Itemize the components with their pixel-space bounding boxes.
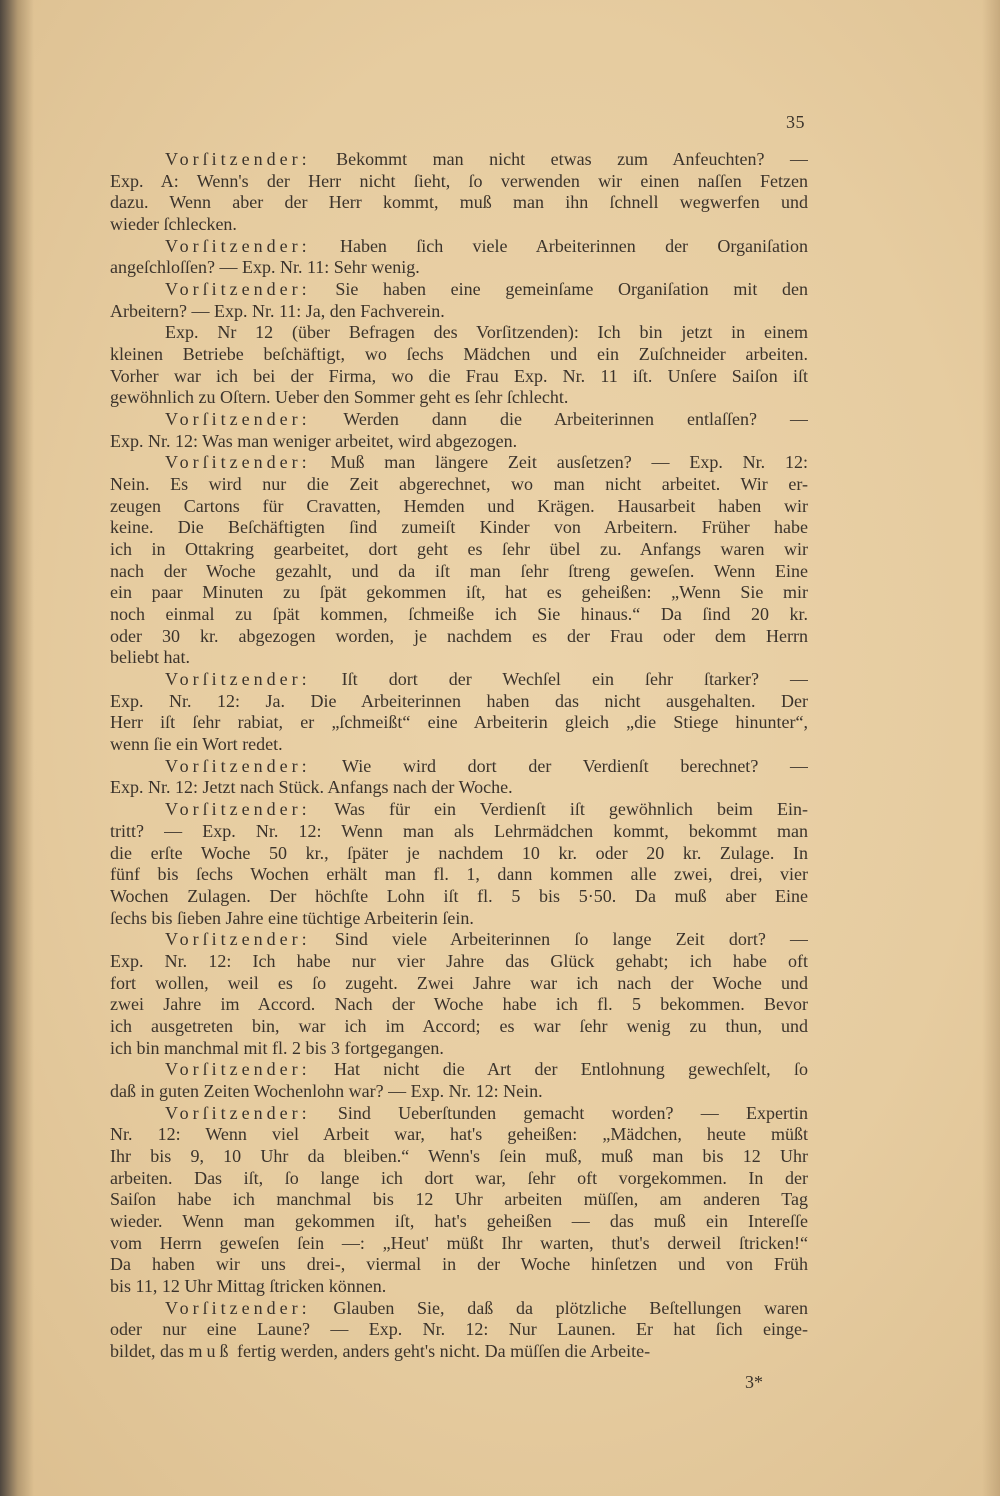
text-line [110, 647, 808, 669]
line-text: kleinen Betriebe beſchäftigt, wo ſechs Mädchen und ein Zuſchneider arbeiten. [110, 344, 808, 365]
paragraph [110, 929, 808, 1059]
text-line [110, 799, 808, 821]
paragraph [110, 149, 808, 236]
line-text: die erſte Woche 50 kr., ſpäter je nachdem 10 kr. oder 20 kr. Zulage. In [110, 842, 808, 863]
paragraph [110, 669, 808, 756]
paragraph [110, 799, 808, 929]
line-text: daß in guten Zeiten Wochenlohn war? — Exp. Nr. 12: Nein. [110, 1080, 543, 1101]
text-line [110, 387, 808, 409]
text-line [110, 994, 808, 1016]
text-line [110, 777, 808, 799]
text-line [110, 214, 808, 236]
page-outer-edge [982, 0, 1000, 1496]
text-line [110, 257, 808, 279]
text-line [110, 582, 808, 604]
line-text: Nr. 12: Wenn viel Arbeit war, hat's geheißen: „Mädchen, heute müßt [110, 1124, 808, 1145]
text-line [110, 1189, 808, 1211]
text-line [110, 344, 808, 366]
line-text: Glauben Sie, daß da plötzliche Beſtellungen waren [333, 1297, 808, 1318]
line-text: Werden dann die Arbeiterinnen entlaſſen? — [343, 409, 808, 430]
line-text: bildet, das [110, 1340, 189, 1361]
text-line [110, 236, 808, 258]
paragraph [110, 409, 808, 452]
paragraph [110, 236, 808, 279]
line-text: Was für ein Verdienſt iſt gewöhnlich beim Ein- [334, 799, 808, 820]
text-line [110, 691, 808, 713]
line-text: bis 11, 12 Uhr Mittag ſtricken können. [110, 1275, 387, 1296]
text-line [110, 734, 808, 756]
paragraph [110, 452, 808, 669]
speaker-label: Vorſitzender: [165, 149, 311, 169]
line-text: nach der Woche gezahlt, und da iſt man ſehr ſtreng geweſen. Wenn Eine [110, 560, 808, 581]
text-line [110, 1103, 808, 1125]
line-text: noch einmal zu ſpät kommen, ſchmeiße ich Sie hinaus.“ Da ſind 20 kr. [110, 604, 808, 625]
line-text: Ihr bis 9, 10 Uhr da bleiben.“ Wenn's ſein muß, muß man bis 12 Uhr [110, 1145, 808, 1166]
line-text: wieder ſchlecken. [110, 214, 237, 235]
paragraph [110, 322, 808, 409]
text-line [110, 908, 808, 930]
text-line [110, 1038, 808, 1060]
text-line [110, 149, 808, 171]
line-text: Wochen Zulagen. Der höchſte Lohn iſt fl. 5 bis 5·50. Da muß aber Eine [110, 885, 808, 906]
line-text: Nein. Es wird nur die Zeit abgerechnet, wo man nicht arbeitet. Wir er- [110, 474, 808, 495]
speaker-label: Vorſitzender: [165, 1102, 311, 1123]
line-text: Sind Ueberſtunden gemacht worden? — Expertin [337, 1102, 808, 1123]
line-text: oder 30 kr. abgezogen worden, je nachdem es der Frau oder dem Herrn [110, 625, 808, 646]
paragraph [110, 1059, 808, 1102]
line-text: Arbeitern? — Exp. Nr. 11: Ja, den Fachverein. [110, 300, 445, 321]
paragraph [110, 1103, 808, 1298]
text-line [110, 366, 808, 388]
line-text: tritt? — Exp. Nr. 12: Wenn man als Lehrmädchen kommt, bekommt man [110, 820, 808, 841]
text-line [110, 1081, 808, 1103]
text-line [110, 756, 808, 778]
text-line [110, 322, 808, 344]
line-text: vom Herrn geweſen ſein —: „Heut' müßt Ihr warten, thut's derweil ſtricken!“ [110, 1232, 808, 1253]
text-line [110, 843, 808, 865]
speaker-label: Vorſitzender: [165, 929, 311, 950]
text-line [110, 171, 808, 193]
line-text: Sind viele Arbeiterinnen ſo lange Zeit dort? — [334, 929, 808, 950]
speaker-label: Vorſitzender: [165, 755, 311, 776]
line-text: Wie wird dort der Verdienſt berechnet? — [342, 755, 808, 776]
line-text: Vorher war ich bei der Firma, wo die Frau Exp. Nr. 11 iſt. Unſere Saiſon iſt [110, 365, 808, 386]
line-text: dazu. Wenn aber der Herr kommt, muß man ihn ſchnell wegwerfen und [110, 192, 808, 213]
line-text: fünf bis ſechs Wochen erhält man fl. 1, dann kommen alle zwei, drei, vier [110, 864, 808, 885]
line-text: arbeiten. Das iſt, ſo lange ich dort war, ſehr oft vorgekommen. In der [110, 1167, 808, 1188]
line-text: ich bin manchmal mit fl. 2 bis 3 fortgegangen. [110, 1037, 444, 1058]
paragraph [110, 279, 808, 322]
line-text: ich ausgetreten bin, war ich im Accord; es war ſehr wenig zu thun, und [110, 1015, 808, 1036]
text-line [110, 1124, 808, 1146]
text-line [110, 929, 808, 951]
line-text: Herr iſt ſehr rabiat, er „ſchmeißt“ eine Arbeiterin gleich „die Stiege hinunter“, [110, 712, 808, 733]
speaker-label: Vorſitzender: [165, 1059, 311, 1080]
text-line [110, 1168, 808, 1190]
page-number: 35 [786, 112, 805, 132]
line-text: Iſt dort der Wechſel ein ſehr ſtarker? — [341, 669, 808, 690]
text-line [110, 864, 808, 886]
text-line [110, 192, 808, 214]
text-line [110, 539, 808, 561]
text-line [110, 886, 808, 908]
text-line [110, 604, 808, 626]
paragraph [110, 756, 808, 799]
text-line [110, 409, 808, 431]
text-line [110, 517, 808, 539]
speaker-label: Vorſitzender: [165, 669, 311, 690]
speaker-label: Vorſitzender: [165, 409, 311, 430]
line-text: fort wollen, weil es ſo zugeht. Zwei Jahre war ich nach der Woche und [110, 972, 808, 993]
text-line [110, 1016, 808, 1038]
line-text: angeſchloſſen? — Exp. Nr. 11: Sehr wenig. [110, 257, 420, 278]
line-text: ein paar Minuten zu ſpät gekommen iſt, hat es geheißen: „Wenn Sie mir [110, 582, 808, 603]
line-text: ich in Ottakring gearbeitet, dort geht es ſehr übel zu. Anfangs waren wir [110, 539, 808, 560]
text-line [110, 1211, 808, 1233]
line-text: wieder. Wenn man gekommen iſt, hat's geheißen — das muß ein Intereſſe [110, 1210, 808, 1231]
paragraph [110, 1298, 808, 1363]
line-text: Exp. Nr 12 (über Befragen des Vorſitzenden): Ich bin jetzt in einem [165, 322, 808, 343]
line-text: Saiſon habe ich manchmal bis 12 Uhr arbeiten müſſen, am anderen Tag [110, 1189, 808, 1210]
text-line [110, 1254, 808, 1276]
line-text: oder nur eine Laune? — Exp. Nr. 12: Nur Launen. Er hat ſich einge- [110, 1319, 808, 1340]
line-text: Exp. Nr. 12: Ja. Die Arbeiterinnen haben das nicht ausgehalten. Der [110, 690, 808, 711]
text-line [110, 1233, 808, 1255]
line-text: Muß man längere Zeit ausſetzen? — Exp. Nr. 12: [330, 452, 808, 473]
text-line [110, 496, 808, 518]
sheet-signature: 3* [745, 1372, 763, 1392]
page-binding-edge [0, 0, 34, 1496]
text-line [110, 1146, 808, 1168]
text-line [110, 301, 808, 323]
text-line [110, 1319, 808, 1341]
text-line [110, 669, 808, 691]
text-line [110, 821, 808, 843]
line-text: Bekommt man nicht etwas zum Anfeuchten? — [336, 149, 808, 169]
text-line [110, 279, 808, 301]
line-text: Exp. Nr. 12: Jetzt nach Stück. Anfangs nach der Woche. [110, 777, 513, 798]
text-line [110, 474, 808, 496]
speaker-label: Vorſitzender: [165, 799, 311, 820]
line-text: Exp. A: Wenn's der Herr nicht ſieht, ſo verwenden wir einen naſſen Fetzen [110, 170, 808, 191]
line-text: Exp. Nr. 12: Was man weniger arbeitet, wird abgezogen. [110, 430, 518, 451]
text-block [110, 149, 808, 1363]
line-text: wenn ſie ein Wort redet. [110, 734, 283, 755]
text-line [110, 561, 808, 583]
speaker-label: Vorſitzender: [165, 1297, 311, 1318]
line-text: Hat nicht die Art der Entlohnung gewechſelt, ſo [334, 1059, 808, 1080]
line-text: Exp. Nr. 12: Ich habe nur vier Jahre das Glück gehabt; ich habe oft [110, 950, 808, 971]
speaker-label: Vorſitzender: [165, 279, 311, 300]
line-text: ſechs bis ſieben Jahre eine tüchtige Arbeiterin ſein. [110, 907, 474, 928]
line-text: gewöhnlich zu Oſtern. Ueber den Sommer geht es ſehr ſchlecht. [110, 387, 569, 408]
text-line [110, 951, 808, 973]
line-text: zwei Jahre im Accord. Nach der Woche habe ich fl. 5 bekommen. Bevor [110, 994, 808, 1015]
text-line [110, 1341, 808, 1363]
emphasized-text: muß [188, 1340, 233, 1361]
text-line [110, 626, 808, 648]
line-text: keine. Die Beſchäftigten ſind zumeiſt Kinder von Arbeitern. Früher habe [110, 517, 808, 538]
text-line [110, 452, 808, 474]
line-text: Sie haben eine gemeinſame Organiſation mit den [335, 279, 808, 300]
speaker-label: Vorſitzender: [165, 235, 311, 256]
text-line [110, 973, 808, 995]
text-line [110, 1298, 808, 1320]
speaker-label: Vorſitzender: [165, 452, 311, 473]
text-line [110, 431, 808, 453]
text-line [110, 712, 808, 734]
line-text: beliebt hat. [110, 647, 190, 668]
text-line [110, 1276, 808, 1298]
line-text: zeugen Cartons für Cravatten, Hemden und Krägen. Hausarbeit haben wir [110, 495, 808, 516]
line-text: Haben ſich viele Arbeiterinnen der Organiſation [339, 235, 808, 256]
line-text: fertig werden, anders geht's nicht. Da müſſen die Arbeite- [232, 1340, 651, 1361]
line-text: Da haben wir uns drei-, viermal in der Woche hinſetzen und von Früh [110, 1254, 808, 1275]
text-line [110, 1059, 808, 1081]
